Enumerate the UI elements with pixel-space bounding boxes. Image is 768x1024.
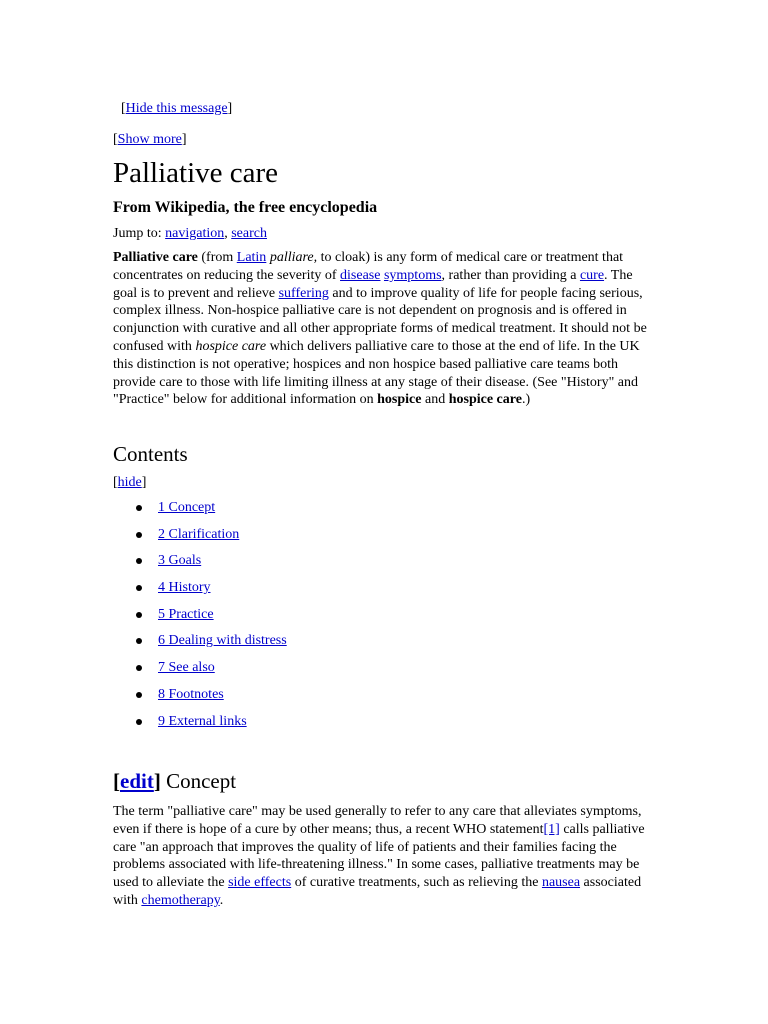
concept-paragraph: The term "palliative care" may be used generally to refer to any care that alleviates symptoms, even if there is hope of a cure by other means; thus, a recent WHO statement[1] calls palliative care "an approach that improves the quality of life of patients and their families facing the problems associated with life-threatening illness." In some cases, palliative treatments may be used to alleviate the side effects of curative treatments, such as relieving the nausea associated with chemotherapy.	[113, 804, 645, 908]
jump-to-label: Jump to:	[113, 226, 166, 241]
toc-item-footnotes	[113, 685, 287, 712]
nausea-link[interactable]: nausea	[541, 875, 581, 891]
jump-navigation-link[interactable]: navigation	[165, 226, 225, 241]
toc-list	[113, 498, 287, 738]
toc-item-practice	[113, 605, 287, 632]
symptoms-link[interactable]: symptoms	[383, 267, 442, 283]
toc-link-goals[interactable]: 3 Goals	[158, 553, 202, 569]
show-more-line: [Show more]	[113, 132, 187, 147]
jump-to-line: Jump to: navigation, search	[113, 226, 267, 241]
latin-link[interactable]: Latin	[236, 250, 267, 265]
toc-link-dealing-with-distress[interactable]: 6 Dealing with distress	[158, 633, 287, 649]
toc-item-concept	[113, 498, 287, 525]
jump-search-link[interactable]: search	[231, 226, 267, 241]
side-effects-link[interactable]: side effects	[228, 875, 292, 891]
bullet-icon	[136, 505, 142, 511]
reference-1-link[interactable]: [1]	[543, 821, 560, 837]
show-more-link[interactable]: Show more	[117, 132, 182, 147]
bullet-icon	[136, 719, 142, 725]
hide-message-line: [Hide this message]	[121, 101, 233, 116]
concept-heading	[113, 766, 236, 796]
page-subtitle: From Wikipedia, the free encyclopedia	[113, 199, 378, 216]
bullet-icon	[136, 692, 142, 698]
toc-item-clarification	[113, 525, 287, 552]
toc-link-clarification[interactable]: 2 Clarification	[158, 526, 240, 542]
page-title: Palliative care	[113, 157, 279, 189]
toc-link-footnotes[interactable]: 8 Footnotes	[158, 686, 224, 702]
bullet-icon	[136, 585, 142, 591]
toc-link-external-links[interactable]: 9 External links	[158, 713, 247, 729]
contents-heading: Contents	[113, 442, 188, 466]
chemotherapy-link[interactable]: chemotherapy	[141, 892, 220, 908]
bullet-icon	[136, 665, 142, 671]
bullet-icon	[136, 638, 142, 644]
concept-heading-text: Concept	[166, 769, 237, 793]
toc-link-history[interactable]: 4 History	[158, 580, 211, 596]
bullet-icon	[136, 612, 142, 618]
toc-link-practice[interactable]: 5 Practice	[158, 606, 214, 622]
toc-item-dealing-with-distress	[113, 631, 287, 658]
bullet-icon	[136, 532, 142, 538]
edit-bracket: [edit]	[113, 769, 161, 793]
toc-item-see-also	[113, 658, 287, 685]
toc-item-external-links	[113, 712, 287, 739]
toc-hide-line: [hide]	[113, 475, 147, 490]
intro-bold-term: Palliative care	[113, 250, 198, 265]
intro-paragraph: Palliative care (from Latin palliare, to cloak) is any form of medical care or treatment that concentrates on reducing the severity of disease symptoms, rather than providing a cure. The goal is to prevent and relieve suffering and to improve quality of life for people facing serious, complex illness. Non-hospice palliative care is not dependent on prognosis and is offered in conjunction with curative and all other appropriate forms of medical treatment. It should not be confused with hospice care which delivers palliative care to those at the end of life. In the UK this distinction is not operative; hospices and non hospice based palliative care teams both provide care to those with life limiting illness at any stage of their disease. (See "History" and "Practice" below for additional information on hospice and hospice care.)	[113, 250, 647, 408]
suffering-link[interactable]: suffering	[278, 285, 329, 301]
bullet-icon	[136, 558, 142, 564]
edit-concept-link[interactable]: edit	[120, 769, 154, 793]
toc-item-goals	[113, 551, 287, 578]
toc-link-see-also[interactable]: 7 See also	[158, 660, 215, 676]
toc-item-history	[113, 578, 287, 605]
disease-link[interactable]: disease	[340, 267, 381, 283]
toc-link-concept[interactable]: 1 Concept	[158, 500, 216, 515]
hide-message-link[interactable]: Hide this message	[125, 101, 228, 116]
toc-hide-link[interactable]: hide	[117, 475, 142, 490]
cure-link[interactable]: cure	[579, 267, 605, 283]
